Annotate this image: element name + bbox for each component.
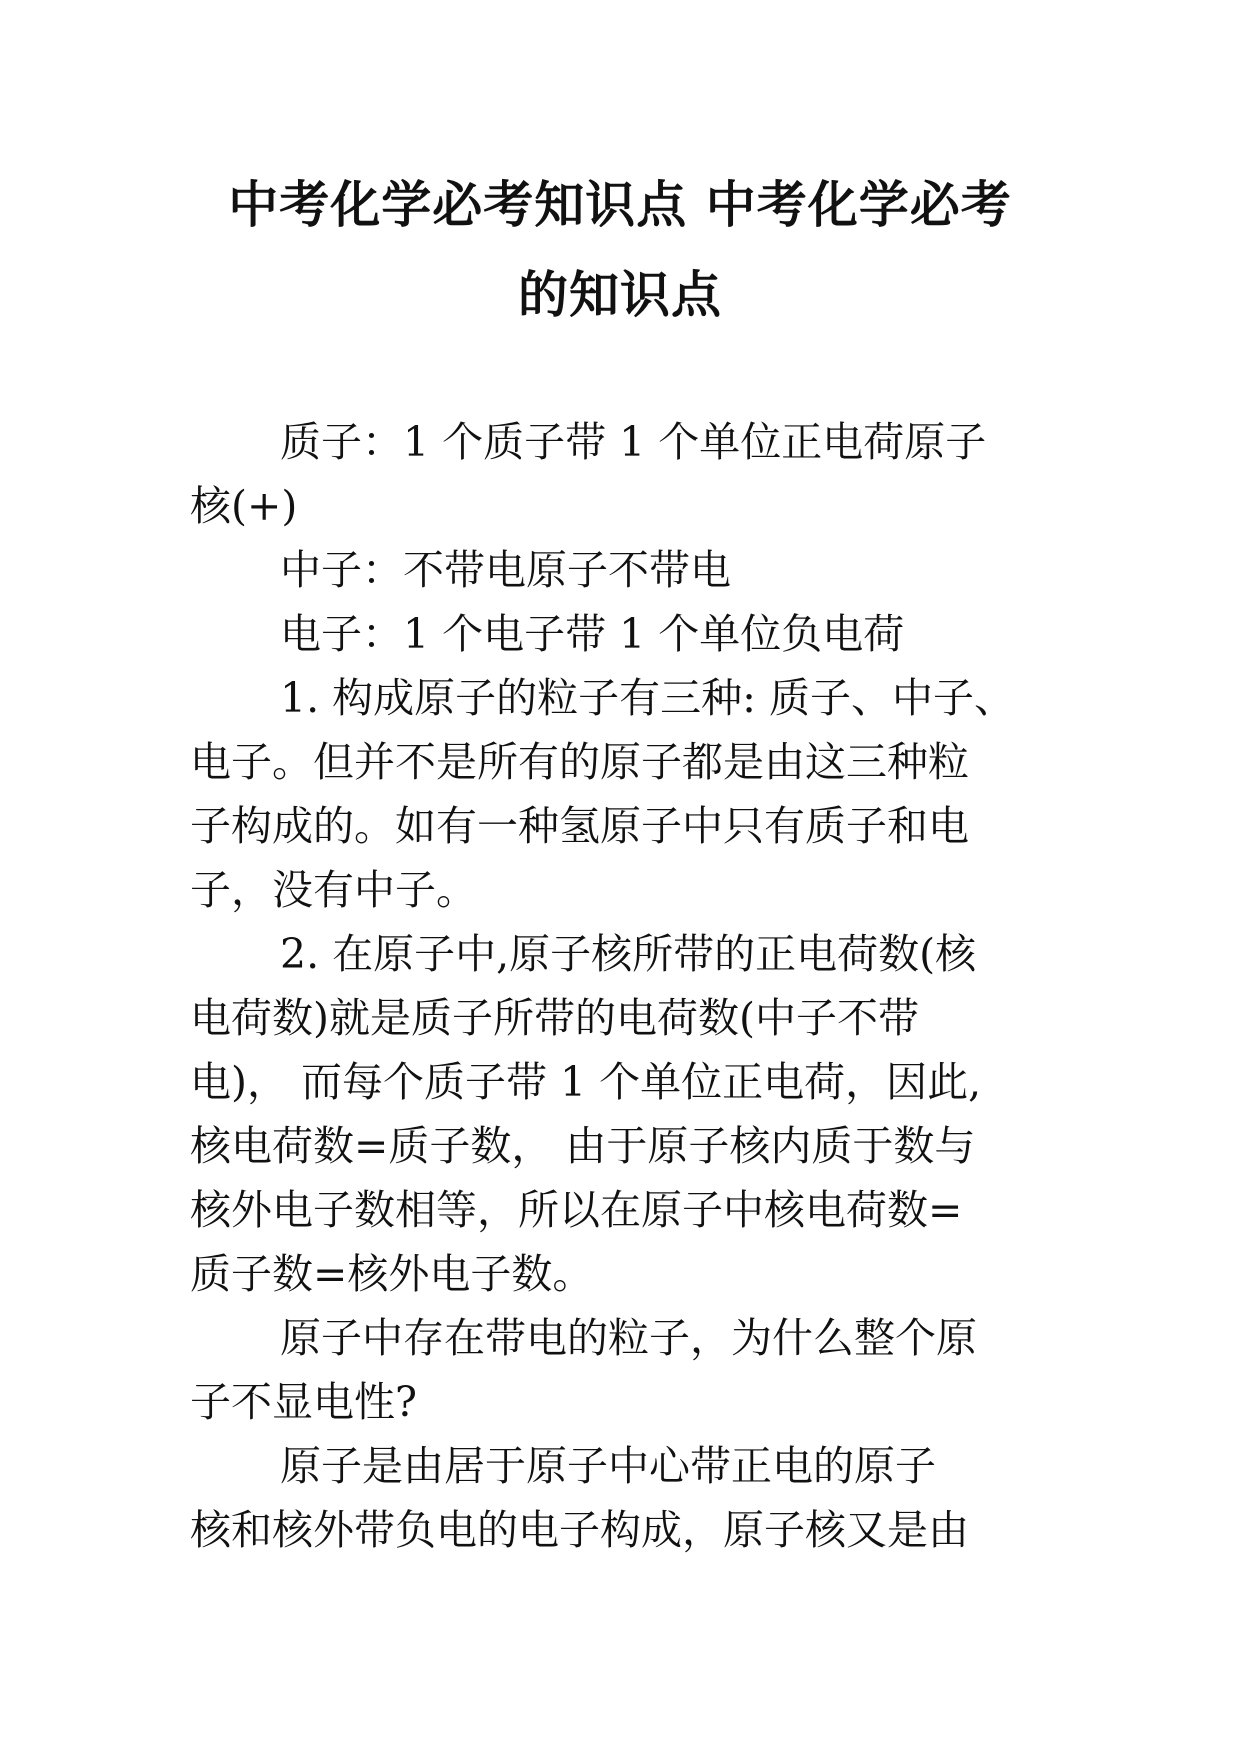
body-line-point-2-continued-4: 核外电子数相等，所以在原子中核电荷数= — [190, 1186, 963, 1234]
body-line-neutron: 中子：不带电原子不带电 — [280, 546, 731, 594]
body-line-point-2-continued-5: 质子数=核外电子数。 — [190, 1250, 594, 1298]
body-line-electron: 电子：1 个电子带 1 个单位负电荷 — [280, 610, 905, 658]
body-line-point-2: 2. 在原子中,原子核所带的正电荷数(核 — [280, 930, 977, 978]
body-line-question: 原子中存在带电的粒子，为什么整个原 — [280, 1314, 977, 1362]
body-line-point-1: 1. 构成原子的粒子有三种: 质子、中子、 — [280, 674, 1015, 722]
title-line-2: 的知识点 — [518, 266, 722, 324]
page-title — [180, 160, 1060, 340]
body-line-question-continued: 子不显电性? — [190, 1378, 417, 1426]
title-line-1: 中考化学必考知识点 中考化学必考 — [228, 176, 1012, 234]
body-line-point-1-continued-1: 电子。但并不是所有的原子都是由这三种粒 — [190, 738, 969, 786]
body-line-point-1-continued-2: 子构成的。如有一种氢原子中只有质子和电 — [190, 802, 969, 850]
body-line-point-2-continued-1: 电荷数)就是质子所带的电荷数(中子不带 — [190, 994, 919, 1042]
body-line-point-2-continued-2: 电)， 而每个质子带 1 个单位正电荷，因此, — [190, 1058, 982, 1106]
document-body — [190, 410, 1080, 1562]
body-line-point-1-continued-3: 子，没有中子。 — [190, 866, 477, 914]
body-line-proton-continued: 核(+) — [190, 482, 298, 530]
body-line-point-2-continued-3: 核电荷数=质子数， 由于原子核内质于数与 — [190, 1122, 976, 1170]
body-line-proton: 质子：1 个质子带 1 个单位正电荷原子 — [280, 418, 987, 466]
body-line-answer-continued: 核和核外带负电的电子构成，原子核又是由 — [190, 1506, 969, 1554]
body-line-answer: 原子是由居于原子中心带正电的原子 — [280, 1442, 936, 1490]
